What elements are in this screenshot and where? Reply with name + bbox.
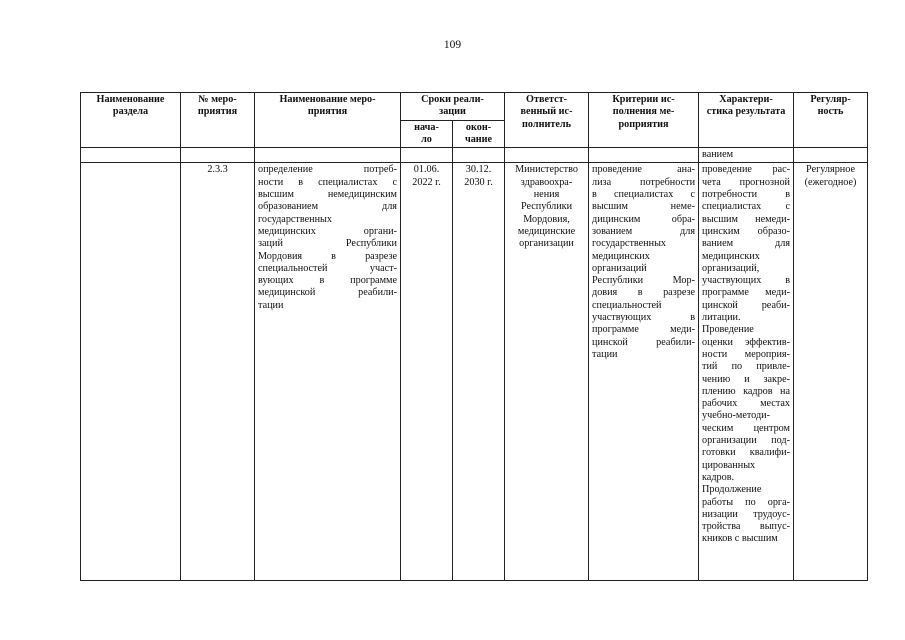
regularity-text: [797, 164, 864, 189]
events-table: [80, 92, 868, 581]
responsible-text: [508, 164, 585, 250]
text-line: организаций,: [702, 262, 760, 274]
header-event-name: Наименование меро- приятия: [255, 93, 401, 148]
header-result: Характери- стика результата: [699, 93, 794, 148]
end-date-text: [456, 164, 501, 189]
text-line: программе меди-: [702, 287, 791, 299]
text-line: государственных: [592, 238, 667, 250]
text-line: тройства выпус-: [702, 521, 791, 533]
header-start: нача- ло: [401, 120, 453, 148]
text-line: высшим немеди-: [702, 213, 791, 225]
cont-cell: [453, 148, 505, 163]
text-line: медицинских: [702, 250, 760, 262]
text-line: ности мероприя-: [702, 348, 791, 360]
header-responsible: Ответст- венный ис- полнитель: [505, 93, 589, 148]
text-line: 30.12.: [465, 164, 492, 176]
text-line: ческим центром: [702, 422, 791, 434]
text-line: плению кадров на: [702, 385, 791, 397]
page-number: 109: [443, 39, 462, 51]
text-line: лиза потребности: [592, 176, 696, 188]
text-line: высшим немедицинским: [258, 189, 397, 201]
text-line: программе меди-: [592, 324, 696, 336]
cont-cell: [505, 148, 589, 163]
text-line: организации: [519, 238, 574, 250]
header-regularity: Регуляр- ность: [794, 93, 868, 148]
text-line: участвующих в: [592, 312, 696, 324]
text-line: нения: [533, 189, 560, 201]
text-line: литации.: [702, 312, 741, 324]
cell-result: [699, 163, 794, 581]
text-line: медицинской реабили-: [258, 287, 397, 299]
header-terms: Сроки реали- зации: [401, 93, 505, 121]
text-line: государственных: [258, 213, 332, 225]
text-line: медицинские: [517, 225, 576, 237]
text-line: тации: [592, 348, 618, 360]
criteria-text: [592, 164, 695, 361]
text-line: Республики: [520, 201, 573, 213]
text-line: довия в разрезе: [592, 287, 696, 299]
text-line: Регулярное: [806, 164, 855, 176]
text-line: готовки квалифи-: [702, 447, 791, 459]
text-line: Продолжение: [702, 484, 762, 496]
continuation-row: [81, 148, 868, 163]
text-line: ванием для: [702, 238, 791, 250]
text-line: определение потреб-: [258, 164, 397, 176]
cont-cell: [401, 148, 453, 163]
text-line: специальностей участ-: [258, 262, 397, 274]
header-event-number: № меро- приятия: [181, 93, 255, 148]
header-row: [81, 93, 868, 121]
result-text: [702, 164, 790, 545]
text-line: зованием для: [592, 225, 696, 237]
table-row: [81, 163, 868, 581]
text-line: дицинским обра-: [592, 213, 696, 225]
text-line: тий по привле-: [702, 361, 791, 373]
cell-section: [81, 163, 181, 581]
text-line: 01.06.: [413, 164, 440, 176]
text-line: цинской реаби-: [702, 299, 791, 311]
text-line: проведение ана-: [592, 164, 696, 176]
text-line: проведение рас-: [702, 164, 791, 176]
text-line: организаций: [592, 262, 647, 274]
text-line: Республики Мор-: [592, 275, 696, 287]
text-line: здравоохра-: [520, 176, 573, 188]
text-line: низации трудоус-: [702, 508, 791, 520]
text-line: организации под-: [702, 435, 791, 447]
text-line: чета прогнозной: [702, 176, 791, 188]
text-line: в специалистах с: [592, 189, 696, 201]
cont-cell: [181, 148, 255, 163]
cell-event-name: [255, 163, 401, 581]
cell-regularity: [794, 163, 868, 581]
text-line: 2022 г.: [412, 176, 441, 188]
event-name-text: [258, 164, 397, 312]
text-line: специальностей: [592, 299, 662, 311]
text-line: цинской реабили-: [592, 336, 696, 348]
text-line: специалистах с: [702, 201, 791, 213]
text-line: вующих в программе: [258, 275, 397, 287]
text-line: Мордовия,: [523, 213, 570, 225]
text-line: заций Республики: [258, 238, 397, 250]
text-line: медицинских органи-: [258, 225, 397, 237]
text-line: тации: [258, 299, 284, 311]
text-line: кадров.: [702, 471, 735, 483]
text-line: рабочих местах: [702, 398, 791, 410]
text-line: чению и закре-: [702, 373, 791, 385]
text-line: ности в специалистах с: [258, 176, 397, 188]
text-line: Министерство: [515, 164, 578, 176]
text-line: Проведение: [702, 324, 754, 336]
cont-cell: [81, 148, 181, 163]
cell-start: [401, 163, 453, 581]
header-end: окон- чание: [453, 120, 505, 148]
cont-cell: [794, 148, 868, 163]
text-line: оценки эффектив-: [702, 336, 791, 348]
header-criteria: Критерии ис- полнения ме- роприятия: [589, 93, 699, 148]
text-line: участвующих в: [702, 275, 791, 287]
text-line: потребности в: [702, 189, 791, 201]
cell-end: [453, 163, 505, 581]
start-date-text: [404, 164, 449, 189]
text-line: учебно-методи-: [702, 410, 770, 422]
text-line: (ежегодное): [804, 176, 857, 188]
text-line: высшим неме-: [592, 201, 696, 213]
cell-criteria: [589, 163, 699, 581]
cont-result-text: ванием: [699, 148, 794, 163]
cell-responsible: [505, 163, 589, 581]
cell-event-number: 2.3.3: [181, 163, 255, 581]
cont-cell: [255, 148, 401, 163]
text-line: цинским образо-: [702, 225, 791, 237]
text-line: медицинских: [592, 250, 650, 262]
text-line: работы по орга-: [702, 496, 791, 508]
text-line: цированных: [702, 459, 756, 471]
text-line: 2030 г.: [464, 176, 493, 188]
text-line: образованием для: [258, 201, 397, 213]
text-line: Мордовия в разрезе: [258, 250, 397, 262]
header-section-name: Наименование раздела: [81, 93, 181, 148]
text-line: кников с высшим: [702, 533, 778, 545]
cont-cell: [589, 148, 699, 163]
